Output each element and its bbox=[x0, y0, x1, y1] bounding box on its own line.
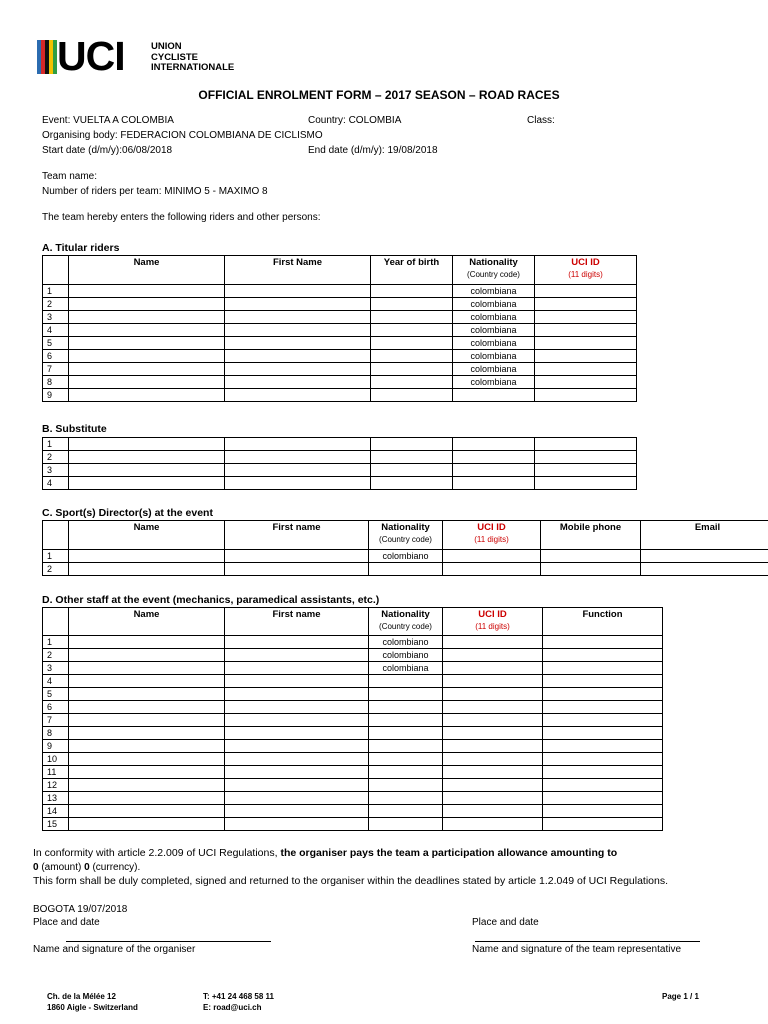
entry-cell[interactable] bbox=[535, 438, 637, 451]
table-header-row bbox=[43, 521, 768, 550]
section-a-title: A. Titular riders bbox=[42, 242, 120, 254]
entry-cell[interactable] bbox=[535, 350, 637, 363]
header-sub: (Country code) bbox=[379, 535, 432, 544]
nationality-cell[interactable] bbox=[369, 805, 443, 818]
entry-cell[interactable] bbox=[225, 792, 369, 805]
entry-cell[interactable] bbox=[69, 550, 225, 563]
entry-cell[interactable] bbox=[69, 563, 225, 576]
uci-logo bbox=[37, 33, 247, 79]
table-row bbox=[43, 363, 637, 376]
entry-cell[interactable] bbox=[225, 311, 371, 324]
entry-cell[interactable] bbox=[69, 714, 225, 727]
entry-cell[interactable] bbox=[69, 792, 225, 805]
row-number: 2 bbox=[43, 451, 69, 464]
entry-cell[interactable] bbox=[225, 688, 369, 701]
row-number: 1 bbox=[43, 438, 69, 451]
header-label: Nationality bbox=[469, 257, 518, 268]
entry-cell[interactable] bbox=[371, 324, 453, 337]
entry-cell[interactable] bbox=[535, 363, 637, 376]
entry-cell[interactable] bbox=[69, 451, 225, 464]
row-number: 7 bbox=[43, 714, 69, 727]
entry-cell[interactable] bbox=[543, 792, 663, 805]
nationality-cell[interactable] bbox=[369, 714, 443, 727]
footer-address-line: Ch. de la Mélée 12 bbox=[47, 992, 116, 1001]
class-line: Class: bbox=[527, 115, 555, 126]
nationality-cell[interactable]: colombiano bbox=[369, 636, 443, 649]
nationality-cell[interactable] bbox=[369, 563, 443, 576]
entry-cell[interactable] bbox=[543, 675, 663, 688]
logo-text: UCI bbox=[57, 33, 125, 79]
entry-cell[interactable] bbox=[443, 818, 543, 831]
event-line: Event: VUELTA A COLOMBIA bbox=[42, 115, 174, 126]
header-cell bbox=[43, 608, 69, 636]
entry-cell[interactable] bbox=[69, 675, 225, 688]
table-row bbox=[43, 818, 663, 831]
table-row bbox=[43, 376, 637, 389]
entry-cell[interactable] bbox=[225, 727, 369, 740]
header-label: UCI ID bbox=[477, 522, 506, 533]
table-row bbox=[43, 766, 663, 779]
table-row bbox=[43, 285, 637, 298]
nationality-cell[interactable] bbox=[369, 818, 443, 831]
entry-cell[interactable] bbox=[225, 740, 369, 753]
entry-cell[interactable] bbox=[225, 438, 371, 451]
header-label: Nationality bbox=[381, 522, 430, 533]
entry-cell[interactable] bbox=[371, 438, 453, 451]
entry-cell[interactable] bbox=[535, 324, 637, 337]
entry-cell[interactable] bbox=[453, 438, 535, 451]
entry-cell[interactable] bbox=[371, 389, 453, 402]
nationality-cell[interactable]: colombiana bbox=[453, 376, 535, 389]
entry-cell[interactable] bbox=[453, 464, 535, 477]
table-row bbox=[43, 464, 637, 477]
row-number: 8 bbox=[43, 727, 69, 740]
table-row bbox=[43, 563, 768, 576]
entry-cell[interactable] bbox=[443, 753, 543, 766]
conformity-text: In conformity with article 2.2.009 of UCI Regulations, bbox=[33, 847, 281, 859]
entry-cell[interactable] bbox=[535, 389, 637, 402]
header-uci-id bbox=[443, 521, 541, 550]
row-number: 9 bbox=[43, 389, 69, 402]
entry-cell[interactable] bbox=[543, 701, 663, 714]
table-header-row bbox=[43, 256, 637, 285]
header-label: UCI ID bbox=[571, 257, 600, 268]
entry-cell[interactable] bbox=[641, 563, 768, 576]
nationality-cell[interactable]: colombiana bbox=[369, 662, 443, 675]
nationality-cell[interactable]: colombiano bbox=[369, 550, 443, 563]
entry-cell[interactable] bbox=[543, 714, 663, 727]
entry-cell[interactable] bbox=[371, 285, 453, 298]
entry-cell[interactable] bbox=[543, 727, 663, 740]
header-first-name: First name bbox=[225, 608, 369, 636]
header-uci-id bbox=[443, 608, 543, 636]
entry-cell[interactable] bbox=[535, 285, 637, 298]
entry-cell[interactable] bbox=[443, 805, 543, 818]
nationality-cell[interactable]: colombiana bbox=[453, 337, 535, 350]
conformity-line-3: This form shall be duly completed, signed and returned to the organiser within the deadlines stated by article 1.2.049 of UCI Regulations. bbox=[33, 875, 669, 887]
organiser-signature-line bbox=[66, 941, 271, 942]
entry-cell[interactable] bbox=[641, 550, 768, 563]
row-number: 3 bbox=[43, 662, 69, 675]
entry-cell[interactable] bbox=[69, 337, 225, 350]
row-number: 12 bbox=[43, 779, 69, 792]
amount-label: (amount) bbox=[38, 862, 85, 873]
entry-cell[interactable] bbox=[443, 563, 541, 576]
row-number: 7 bbox=[43, 363, 69, 376]
table-row bbox=[43, 779, 663, 792]
entry-cell[interactable] bbox=[541, 550, 641, 563]
row-number: 10 bbox=[43, 753, 69, 766]
entry-cell[interactable] bbox=[69, 805, 225, 818]
header-name: Name bbox=[69, 256, 225, 285]
entry-cell[interactable] bbox=[543, 766, 663, 779]
table-row bbox=[43, 714, 663, 727]
entry-cell[interactable] bbox=[371, 464, 453, 477]
entry-cell[interactable] bbox=[535, 376, 637, 389]
nationality-cell[interactable]: colombiana bbox=[453, 324, 535, 337]
entry-cell[interactable] bbox=[443, 714, 543, 727]
entry-cell[interactable] bbox=[371, 337, 453, 350]
entry-cell[interactable] bbox=[371, 363, 453, 376]
entry-cell[interactable] bbox=[371, 311, 453, 324]
nationality-cell[interactable] bbox=[369, 701, 443, 714]
page-number: Page 1 / 1 bbox=[662, 992, 699, 1001]
entry-cell[interactable] bbox=[453, 451, 535, 464]
entry-cell[interactable] bbox=[225, 818, 369, 831]
entry-cell[interactable] bbox=[225, 389, 371, 402]
header-mobile-phone: Mobile phone bbox=[541, 521, 641, 550]
row-number: 13 bbox=[43, 792, 69, 805]
entry-cell[interactable] bbox=[225, 550, 369, 563]
entry-cell[interactable] bbox=[69, 324, 225, 337]
entry-cell[interactable] bbox=[225, 376, 371, 389]
header-nationality bbox=[453, 256, 535, 285]
entry-cell[interactable] bbox=[535, 464, 637, 477]
conformity-line-2 bbox=[33, 862, 140, 874]
organiser-signature-label: Name and signature of the organiser bbox=[33, 944, 196, 955]
nationality-cell[interactable]: colombiana bbox=[453, 285, 535, 298]
table-row bbox=[43, 311, 637, 324]
row-number: 3 bbox=[43, 311, 69, 324]
row-number: 2 bbox=[43, 563, 69, 576]
header-cell bbox=[43, 521, 69, 550]
nationality-cell[interactable] bbox=[369, 792, 443, 805]
entry-cell[interactable] bbox=[225, 805, 369, 818]
row-number: 6 bbox=[43, 350, 69, 363]
entry-cell[interactable] bbox=[225, 324, 371, 337]
place-date-label-organiser: Place and date bbox=[33, 917, 100, 928]
table-row bbox=[43, 675, 663, 688]
other-staff-table bbox=[42, 607, 663, 831]
entry-cell[interactable] bbox=[443, 688, 543, 701]
entry-cell[interactable] bbox=[69, 779, 225, 792]
header-nationality bbox=[369, 521, 443, 550]
entry-cell[interactable] bbox=[225, 714, 369, 727]
entry-cell[interactable] bbox=[225, 766, 369, 779]
place-date-value: BOGOTA 19/07/2018 bbox=[33, 904, 128, 915]
table-row bbox=[43, 688, 663, 701]
team-signature-label: Name and signature of the team representative bbox=[472, 944, 682, 955]
entry-cell[interactable] bbox=[225, 464, 371, 477]
row-number: 2 bbox=[43, 649, 69, 662]
row-number: 1 bbox=[43, 550, 69, 563]
row-number: 4 bbox=[43, 675, 69, 688]
conformity-line-1 bbox=[33, 847, 617, 859]
nationality-cell[interactable]: colombiana bbox=[453, 311, 535, 324]
row-number: 15 bbox=[43, 818, 69, 831]
entry-cell[interactable] bbox=[543, 805, 663, 818]
entry-cell[interactable] bbox=[69, 285, 225, 298]
table-row bbox=[43, 477, 637, 490]
start-date-line: Start date (d/m/y):06/08/2018 bbox=[42, 145, 173, 156]
entry-cell[interactable] bbox=[69, 350, 225, 363]
riders-per-team-line: Number of riders per team: MINIMO 5 - MAXIMO 8 bbox=[42, 186, 268, 197]
table-row bbox=[43, 389, 637, 402]
header-sub: (Country code) bbox=[467, 270, 520, 279]
entry-cell[interactable] bbox=[225, 701, 369, 714]
titular-riders-table bbox=[42, 255, 637, 402]
entry-cell[interactable] bbox=[443, 766, 543, 779]
table-row bbox=[43, 636, 663, 649]
entry-cell[interactable] bbox=[225, 337, 371, 350]
team-signature-line bbox=[475, 941, 700, 942]
entry-cell[interactable] bbox=[543, 636, 663, 649]
header-first-name: First name bbox=[225, 521, 369, 550]
entry-cell[interactable] bbox=[69, 662, 225, 675]
entry-cell[interactable] bbox=[371, 350, 453, 363]
entry-cell[interactable] bbox=[443, 675, 543, 688]
entry-cell[interactable] bbox=[225, 662, 369, 675]
logo-org-line: INTERNATIONALE bbox=[151, 62, 235, 73]
header-sub: (11 digits) bbox=[475, 622, 510, 631]
entry-cell[interactable] bbox=[543, 688, 663, 701]
logo-org-name bbox=[151, 42, 234, 74]
table-row bbox=[43, 298, 637, 311]
entry-cell[interactable] bbox=[69, 363, 225, 376]
row-number: 9 bbox=[43, 740, 69, 753]
entry-cell[interactable] bbox=[543, 818, 663, 831]
entry-cell[interactable] bbox=[443, 779, 543, 792]
table-row bbox=[43, 438, 637, 451]
header-uci-id bbox=[535, 256, 637, 285]
entry-cell[interactable] bbox=[371, 376, 453, 389]
footer-address-line: 1860 Aigle - Switzerland bbox=[47, 1003, 138, 1012]
entry-cell[interactable] bbox=[543, 649, 663, 662]
table-row bbox=[43, 753, 663, 766]
currency-value: 0 bbox=[84, 862, 90, 873]
row-number: 6 bbox=[43, 701, 69, 714]
row-number: 11 bbox=[43, 766, 69, 779]
entry-cell[interactable] bbox=[453, 477, 535, 490]
entry-cell[interactable] bbox=[535, 298, 637, 311]
entry-cell[interactable] bbox=[371, 451, 453, 464]
place-date-label-team: Place and date bbox=[472, 917, 539, 928]
row-number: 1 bbox=[43, 636, 69, 649]
table-row bbox=[43, 649, 663, 662]
header-sub: (11 digits) bbox=[474, 535, 509, 544]
table-row bbox=[43, 701, 663, 714]
header-cell bbox=[43, 256, 69, 285]
entry-cell[interactable] bbox=[225, 363, 371, 376]
entry-cell[interactable] bbox=[225, 477, 371, 490]
entry-cell[interactable] bbox=[225, 649, 369, 662]
entry-cell[interactable] bbox=[225, 563, 369, 576]
header-first-name: First Name bbox=[225, 256, 371, 285]
row-number: 2 bbox=[43, 298, 69, 311]
entry-cell[interactable] bbox=[69, 740, 225, 753]
entry-cell[interactable] bbox=[543, 753, 663, 766]
table-row bbox=[43, 451, 637, 464]
row-number: 5 bbox=[43, 688, 69, 701]
entry-cell[interactable] bbox=[443, 662, 543, 675]
table-row bbox=[43, 337, 637, 350]
substitute-table bbox=[42, 437, 637, 490]
currency-label: (currency). bbox=[89, 862, 141, 873]
row-number: 5 bbox=[43, 337, 69, 350]
header-label: UCI ID bbox=[478, 609, 507, 620]
team-name-line: Team name: bbox=[42, 171, 98, 182]
header-nationality bbox=[369, 608, 443, 636]
sport-directors-table bbox=[42, 520, 768, 576]
nationality-cell[interactable]: colombiana bbox=[453, 298, 535, 311]
entry-cell[interactable] bbox=[69, 389, 225, 402]
intro-line: The team hereby enters the following riders and other persons: bbox=[42, 212, 321, 223]
section-d-title: D. Other staff at the event (mechanics, paramedical assistants, etc.) bbox=[42, 594, 380, 606]
entry-cell[interactable] bbox=[225, 298, 371, 311]
nationality-cell[interactable]: colombiana bbox=[453, 363, 535, 376]
entry-cell[interactable] bbox=[225, 451, 371, 464]
entry-cell[interactable] bbox=[443, 792, 543, 805]
entry-cell[interactable] bbox=[69, 477, 225, 490]
entry-cell[interactable] bbox=[69, 753, 225, 766]
header-sub: (11 digits) bbox=[568, 270, 603, 279]
table-row bbox=[43, 727, 663, 740]
row-number: 4 bbox=[43, 324, 69, 337]
row-number: 14 bbox=[43, 805, 69, 818]
entry-cell[interactable] bbox=[541, 563, 641, 576]
footer-address bbox=[47, 991, 138, 1013]
nationality-cell[interactable] bbox=[369, 766, 443, 779]
nationality-cell[interactable] bbox=[369, 727, 443, 740]
header-label: Nationality bbox=[381, 609, 430, 620]
section-c-title: C. Sport(s) Director(s) at the event bbox=[42, 507, 213, 519]
entry-cell[interactable] bbox=[225, 350, 371, 363]
entry-cell[interactable] bbox=[371, 477, 453, 490]
nationality-cell[interactable]: colombiana bbox=[453, 350, 535, 363]
row-number: 1 bbox=[43, 285, 69, 298]
amount-value: 0 bbox=[33, 862, 39, 873]
entry-cell[interactable] bbox=[443, 740, 543, 753]
entry-cell[interactable] bbox=[371, 298, 453, 311]
header-function: Function bbox=[543, 608, 663, 636]
table-row bbox=[43, 324, 637, 337]
entry-cell[interactable] bbox=[225, 779, 369, 792]
footer-email[interactable]: E: road@uci.ch bbox=[203, 1003, 262, 1012]
entry-cell[interactable] bbox=[225, 636, 369, 649]
country-line: Country: COLOMBIA bbox=[308, 115, 402, 126]
entry-cell[interactable] bbox=[69, 464, 225, 477]
header-sub: (Country code) bbox=[379, 622, 432, 631]
row-number: 3 bbox=[43, 464, 69, 477]
entry-cell[interactable] bbox=[225, 753, 369, 766]
nationality-cell[interactable] bbox=[369, 688, 443, 701]
table-row bbox=[43, 550, 768, 563]
entry-cell[interactable] bbox=[69, 818, 225, 831]
entry-cell[interactable] bbox=[443, 636, 543, 649]
entry-cell[interactable] bbox=[69, 636, 225, 649]
entry-cell[interactable] bbox=[69, 376, 225, 389]
entry-cell[interactable] bbox=[69, 311, 225, 324]
entry-cell[interactable] bbox=[535, 451, 637, 464]
logo-org-line: CYCLISTE bbox=[151, 51, 198, 63]
entry-cell[interactable] bbox=[69, 727, 225, 740]
entry-cell[interactable] bbox=[535, 311, 637, 324]
entry-cell[interactable] bbox=[535, 477, 637, 490]
row-number: 4 bbox=[43, 477, 69, 490]
entry-cell[interactable] bbox=[69, 438, 225, 451]
nationality-cell[interactable] bbox=[369, 779, 443, 792]
nationality-cell[interactable]: colombiano bbox=[369, 649, 443, 662]
entry-cell[interactable] bbox=[443, 550, 541, 563]
entry-cell[interactable] bbox=[69, 688, 225, 701]
table-row bbox=[43, 350, 637, 363]
entry-cell[interactable] bbox=[535, 337, 637, 350]
table-header-row bbox=[43, 608, 663, 636]
entry-cell[interactable] bbox=[69, 649, 225, 662]
logo-org-line: UNION bbox=[151, 41, 182, 52]
table-row bbox=[43, 792, 663, 805]
conformity-bold-text: the organiser pays the team a participation allowance amounting to bbox=[280, 847, 618, 859]
entry-cell[interactable] bbox=[69, 701, 225, 714]
end-date-line: End date (d/m/y): 19/08/2018 bbox=[308, 145, 438, 156]
footer-phone: T: +41 24 468 58 11 bbox=[203, 992, 274, 1001]
table-row bbox=[43, 662, 663, 675]
header-name: Name bbox=[69, 608, 225, 636]
entry-cell[interactable] bbox=[69, 298, 225, 311]
header-year-of-birth: Year of birth bbox=[371, 256, 453, 285]
nationality-cell[interactable] bbox=[369, 753, 443, 766]
entry-cell[interactable] bbox=[443, 727, 543, 740]
table-row bbox=[43, 740, 663, 753]
footer-contact bbox=[203, 991, 274, 1013]
form-title: OFFICIAL ENROLMENT FORM – 2017 SEASON – ROAD RACES bbox=[198, 88, 560, 102]
entry-cell[interactable] bbox=[69, 766, 225, 779]
entry-cell[interactable] bbox=[543, 740, 663, 753]
entry-cell[interactable] bbox=[543, 779, 663, 792]
entry-cell[interactable] bbox=[443, 649, 543, 662]
entry-cell[interactable] bbox=[443, 701, 543, 714]
section-b-title: B. Substitute bbox=[42, 423, 107, 435]
header-email: Email bbox=[641, 521, 768, 550]
entry-cell[interactable] bbox=[225, 675, 369, 688]
nationality-cell[interactable] bbox=[369, 740, 443, 753]
organising-line: Organising body: FEDERACION COLOMBIANA DE CICLISMO bbox=[42, 130, 323, 141]
table-row bbox=[43, 805, 663, 818]
row-number: 8 bbox=[43, 376, 69, 389]
nationality-cell[interactable] bbox=[453, 389, 535, 402]
header-name: Name bbox=[69, 521, 225, 550]
entry-cell[interactable] bbox=[543, 662, 663, 675]
entry-cell[interactable] bbox=[225, 285, 371, 298]
nationality-cell[interactable] bbox=[369, 675, 443, 688]
